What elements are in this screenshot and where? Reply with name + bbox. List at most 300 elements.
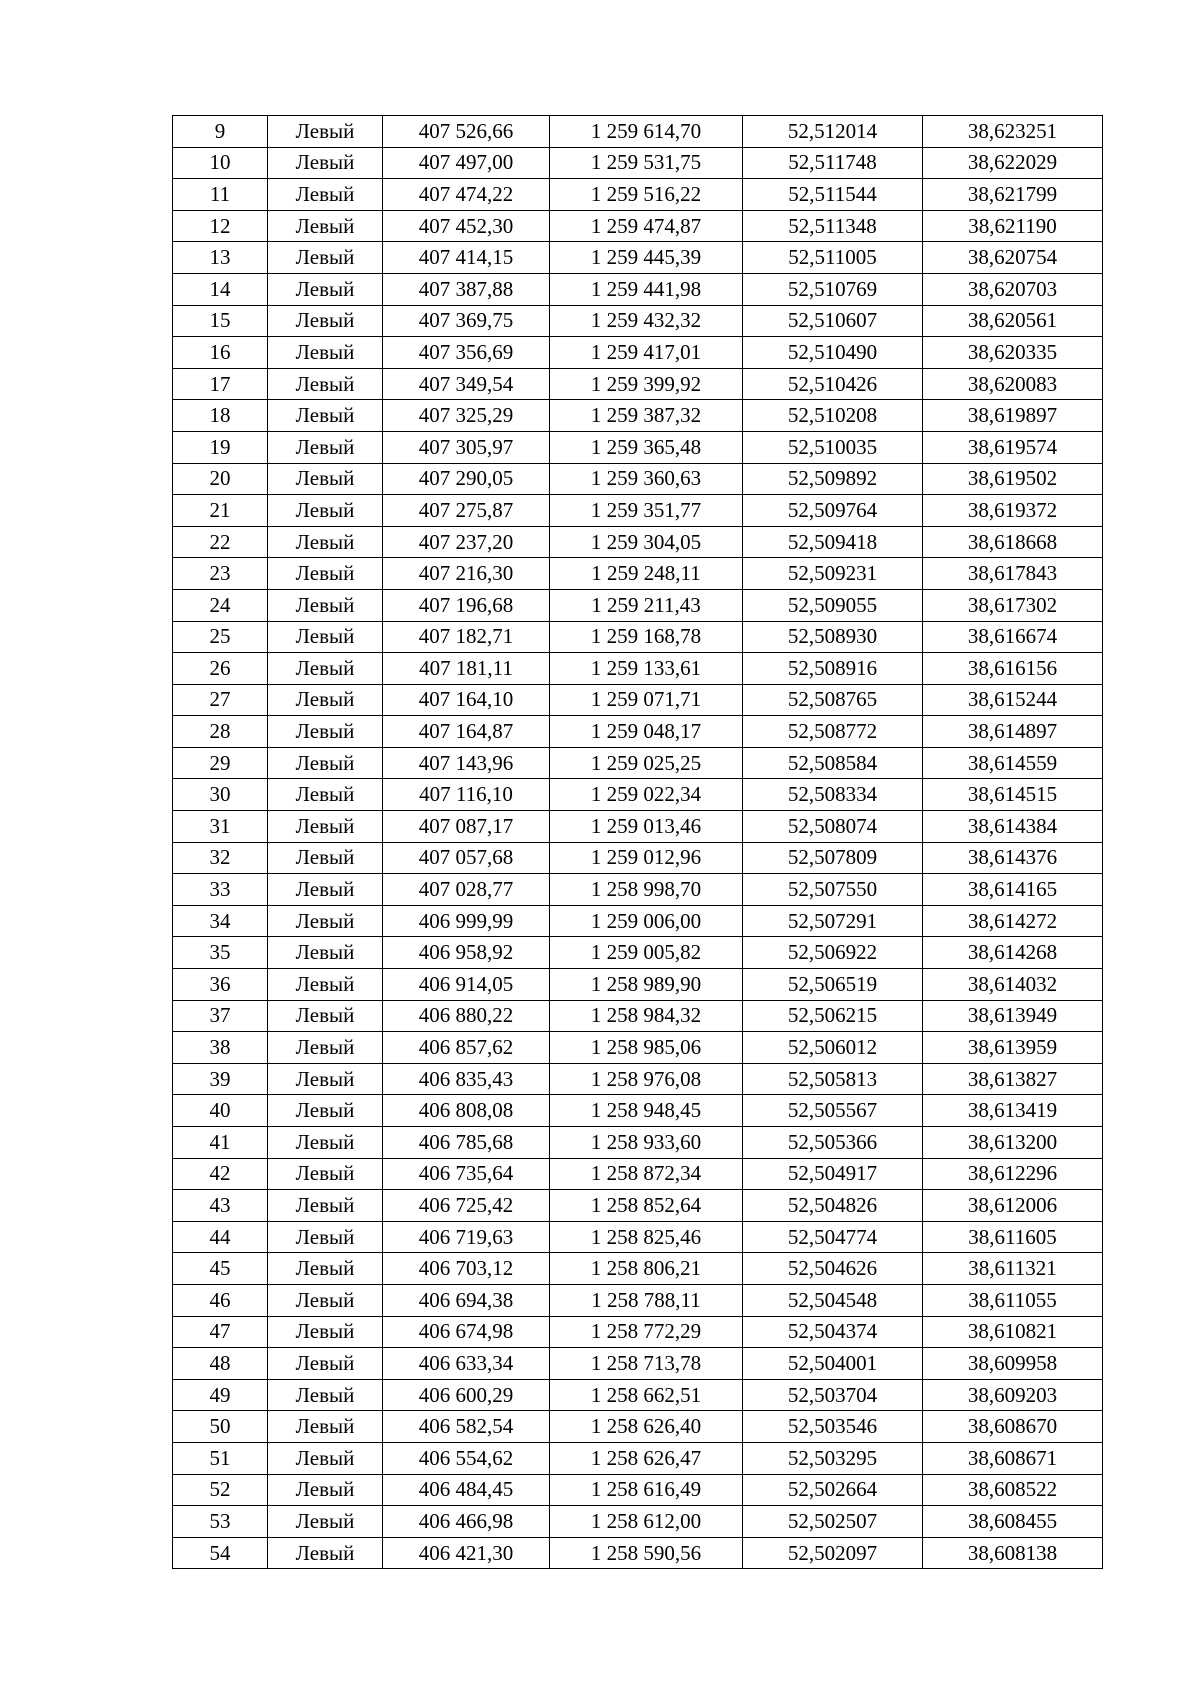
side-cell: Левый [268, 242, 383, 274]
latitude-cell: 52,502097 [743, 1537, 923, 1569]
table-row [173, 1474, 1103, 1506]
longitude-cell: 38,621190 [923, 210, 1103, 242]
table-row [173, 431, 1103, 463]
latitude-cell: 52,509418 [743, 526, 923, 558]
table-row [173, 526, 1103, 558]
table-row [173, 1411, 1103, 1443]
y-coordinate-cell: 1 258 662,51 [550, 1379, 743, 1411]
table-row [173, 811, 1103, 843]
point-number-cell: 23 [173, 558, 268, 590]
y-coordinate-cell: 1 259 417,01 [550, 337, 743, 369]
y-coordinate-cell: 1 258 985,06 [550, 1032, 743, 1064]
table-row [173, 1095, 1103, 1127]
y-coordinate-cell: 1 258 616,49 [550, 1474, 743, 1506]
x-coordinate-cell: 407 356,69 [383, 337, 550, 369]
point-number-cell: 43 [173, 1190, 268, 1222]
longitude-cell: 38,614384 [923, 811, 1103, 843]
side-cell: Левый [268, 621, 383, 653]
table-row [173, 1506, 1103, 1538]
latitude-cell: 52,511005 [743, 242, 923, 274]
side-cell: Левый [268, 684, 383, 716]
x-coordinate-cell: 407 164,10 [383, 684, 550, 716]
x-coordinate-cell: 407 387,88 [383, 273, 550, 305]
table-row [173, 1537, 1103, 1569]
x-coordinate-cell: 407 349,54 [383, 368, 550, 400]
x-coordinate-cell: 407 087,17 [383, 811, 550, 843]
point-number-cell: 25 [173, 621, 268, 653]
y-coordinate-cell: 1 259 005,82 [550, 937, 743, 969]
side-cell: Левый [268, 905, 383, 937]
table-row [173, 937, 1103, 969]
side-cell: Левый [268, 1316, 383, 1348]
longitude-cell: 38,613827 [923, 1063, 1103, 1095]
y-coordinate-cell: 1 259 360,63 [550, 463, 743, 495]
table-row [173, 305, 1103, 337]
side-cell: Левый [268, 969, 383, 1001]
latitude-cell: 52,508772 [743, 716, 923, 748]
x-coordinate-cell: 406 808,08 [383, 1095, 550, 1127]
table-row [173, 1316, 1103, 1348]
latitude-cell: 52,504001 [743, 1348, 923, 1380]
point-number-cell: 16 [173, 337, 268, 369]
x-coordinate-cell: 407 196,68 [383, 589, 550, 621]
point-number-cell: 31 [173, 811, 268, 843]
longitude-cell: 38,611321 [923, 1253, 1103, 1285]
x-coordinate-cell: 406 484,45 [383, 1474, 550, 1506]
y-coordinate-cell: 1 258 933,60 [550, 1127, 743, 1159]
longitude-cell: 38,619574 [923, 431, 1103, 463]
side-cell: Левый [268, 1158, 383, 1190]
longitude-cell: 38,612006 [923, 1190, 1103, 1222]
y-coordinate-cell: 1 258 788,11 [550, 1284, 743, 1316]
point-number-cell: 24 [173, 589, 268, 621]
table-row [173, 1127, 1103, 1159]
longitude-cell: 38,623251 [923, 116, 1103, 148]
coordinates-table [172, 115, 1103, 1569]
latitude-cell: 52,504626 [743, 1253, 923, 1285]
table-row [173, 1000, 1103, 1032]
y-coordinate-cell: 1 258 713,78 [550, 1348, 743, 1380]
side-cell: Левый [268, 1190, 383, 1222]
point-number-cell: 22 [173, 526, 268, 558]
y-coordinate-cell: 1 258 852,64 [550, 1190, 743, 1222]
y-coordinate-cell: 1 259 022,34 [550, 779, 743, 811]
x-coordinate-cell: 407 116,10 [383, 779, 550, 811]
x-coordinate-cell: 406 999,99 [383, 905, 550, 937]
table-row [173, 874, 1103, 906]
side-cell: Левый [268, 874, 383, 906]
side-cell: Левый [268, 716, 383, 748]
y-coordinate-cell: 1 259 365,48 [550, 431, 743, 463]
side-cell: Левый [268, 1348, 383, 1380]
latitude-cell: 52,508334 [743, 779, 923, 811]
table-row [173, 969, 1103, 1001]
longitude-cell: 38,608670 [923, 1411, 1103, 1443]
point-number-cell: 46 [173, 1284, 268, 1316]
point-number-cell: 30 [173, 779, 268, 811]
x-coordinate-cell: 407 182,71 [383, 621, 550, 653]
y-coordinate-cell: 1 259 006,00 [550, 905, 743, 937]
side-cell: Левый [268, 526, 383, 558]
longitude-cell: 38,620703 [923, 273, 1103, 305]
table-row [173, 589, 1103, 621]
point-number-cell: 27 [173, 684, 268, 716]
coordinates-table-body [173, 116, 1103, 1569]
x-coordinate-cell: 406 703,12 [383, 1253, 550, 1285]
point-number-cell: 12 [173, 210, 268, 242]
latitude-cell: 52,508584 [743, 747, 923, 779]
point-number-cell: 13 [173, 242, 268, 274]
latitude-cell: 52,511748 [743, 147, 923, 179]
side-cell: Левый [268, 558, 383, 590]
longitude-cell: 38,613419 [923, 1095, 1103, 1127]
longitude-cell: 38,619502 [923, 463, 1103, 495]
table-row [173, 842, 1103, 874]
y-coordinate-cell: 1 258 626,40 [550, 1411, 743, 1443]
table-row [173, 716, 1103, 748]
y-coordinate-cell: 1 259 248,11 [550, 558, 743, 590]
x-coordinate-cell: 407 275,87 [383, 495, 550, 527]
table-row [173, 337, 1103, 369]
x-coordinate-cell: 407 452,30 [383, 210, 550, 242]
y-coordinate-cell: 1 258 976,08 [550, 1063, 743, 1095]
x-coordinate-cell: 407 497,00 [383, 147, 550, 179]
point-number-cell: 52 [173, 1474, 268, 1506]
side-cell: Левый [268, 210, 383, 242]
table-row [173, 905, 1103, 937]
table-row [173, 1253, 1103, 1285]
point-number-cell: 29 [173, 747, 268, 779]
y-coordinate-cell: 1 258 989,90 [550, 969, 743, 1001]
y-coordinate-cell: 1 259 025,25 [550, 747, 743, 779]
latitude-cell: 52,503704 [743, 1379, 923, 1411]
table-row [173, 1158, 1103, 1190]
point-number-cell: 32 [173, 842, 268, 874]
latitude-cell: 52,507291 [743, 905, 923, 937]
table-row [173, 1442, 1103, 1474]
side-cell: Левый [268, 305, 383, 337]
side-cell: Левый [268, 811, 383, 843]
x-coordinate-cell: 407 164,87 [383, 716, 550, 748]
x-coordinate-cell: 406 554,62 [383, 1442, 550, 1474]
latitude-cell: 52,510035 [743, 431, 923, 463]
x-coordinate-cell: 406 785,68 [383, 1127, 550, 1159]
side-cell: Левый [268, 337, 383, 369]
table-row [173, 1221, 1103, 1253]
latitude-cell: 52,510426 [743, 368, 923, 400]
latitude-cell: 52,506519 [743, 969, 923, 1001]
x-coordinate-cell: 406 421,30 [383, 1537, 550, 1569]
point-number-cell: 14 [173, 273, 268, 305]
latitude-cell: 52,507809 [743, 842, 923, 874]
table-row [173, 1348, 1103, 1380]
y-coordinate-cell: 1 259 013,46 [550, 811, 743, 843]
longitude-cell: 38,617843 [923, 558, 1103, 590]
y-coordinate-cell: 1 258 626,47 [550, 1442, 743, 1474]
table-row [173, 558, 1103, 590]
x-coordinate-cell: 407 369,75 [383, 305, 550, 337]
x-coordinate-cell: 406 466,98 [383, 1506, 550, 1538]
table-row [173, 116, 1103, 148]
point-number-cell: 35 [173, 937, 268, 969]
y-coordinate-cell: 1 258 872,34 [550, 1158, 743, 1190]
point-number-cell: 42 [173, 1158, 268, 1190]
latitude-cell: 52,504826 [743, 1190, 923, 1222]
point-number-cell: 45 [173, 1253, 268, 1285]
longitude-cell: 38,615244 [923, 684, 1103, 716]
longitude-cell: 38,609958 [923, 1348, 1103, 1380]
y-coordinate-cell: 1 258 590,56 [550, 1537, 743, 1569]
side-cell: Левый [268, 368, 383, 400]
y-coordinate-cell: 1 259 432,32 [550, 305, 743, 337]
side-cell: Левый [268, 589, 383, 621]
side-cell: Левый [268, 1032, 383, 1064]
table-row [173, 684, 1103, 716]
table-row [173, 400, 1103, 432]
latitude-cell: 52,508916 [743, 653, 923, 685]
side-cell: Левый [268, 1411, 383, 1443]
latitude-cell: 52,509055 [743, 589, 923, 621]
table-row [173, 779, 1103, 811]
y-coordinate-cell: 1 258 998,70 [550, 874, 743, 906]
side-cell: Левый [268, 431, 383, 463]
x-coordinate-cell: 407 474,22 [383, 179, 550, 211]
longitude-cell: 38,614272 [923, 905, 1103, 937]
y-coordinate-cell: 1 258 825,46 [550, 1221, 743, 1253]
latitude-cell: 52,510208 [743, 400, 923, 432]
longitude-cell: 38,614515 [923, 779, 1103, 811]
side-cell: Левый [268, 1221, 383, 1253]
y-coordinate-cell: 1 259 474,87 [550, 210, 743, 242]
side-cell: Левый [268, 779, 383, 811]
latitude-cell: 52,510490 [743, 337, 923, 369]
latitude-cell: 52,509231 [743, 558, 923, 590]
longitude-cell: 38,612296 [923, 1158, 1103, 1190]
table-row [173, 463, 1103, 495]
y-coordinate-cell: 1 259 304,05 [550, 526, 743, 558]
longitude-cell: 38,622029 [923, 147, 1103, 179]
side-cell: Левый [268, 1284, 383, 1316]
latitude-cell: 52,510769 [743, 273, 923, 305]
table-row [173, 273, 1103, 305]
longitude-cell: 38,620561 [923, 305, 1103, 337]
point-number-cell: 9 [173, 116, 268, 148]
latitude-cell: 52,504774 [743, 1221, 923, 1253]
latitude-cell: 52,505813 [743, 1063, 923, 1095]
table-row [173, 147, 1103, 179]
longitude-cell: 38,613959 [923, 1032, 1103, 1064]
side-cell: Левый [268, 147, 383, 179]
longitude-cell: 38,616674 [923, 621, 1103, 653]
point-number-cell: 26 [173, 653, 268, 685]
point-number-cell: 36 [173, 969, 268, 1001]
side-cell: Левый [268, 1127, 383, 1159]
point-number-cell: 49 [173, 1379, 268, 1411]
point-number-cell: 48 [173, 1348, 268, 1380]
longitude-cell: 38,608455 [923, 1506, 1103, 1538]
point-number-cell: 15 [173, 305, 268, 337]
latitude-cell: 52,504548 [743, 1284, 923, 1316]
longitude-cell: 38,608671 [923, 1442, 1103, 1474]
longitude-cell: 38,619897 [923, 400, 1103, 432]
x-coordinate-cell: 407 057,68 [383, 842, 550, 874]
latitude-cell: 52,508930 [743, 621, 923, 653]
latitude-cell: 52,510607 [743, 305, 923, 337]
y-coordinate-cell: 1 258 984,32 [550, 1000, 743, 1032]
point-number-cell: 10 [173, 147, 268, 179]
latitude-cell: 52,504374 [743, 1316, 923, 1348]
x-coordinate-cell: 406 725,42 [383, 1190, 550, 1222]
latitude-cell: 52,506922 [743, 937, 923, 969]
point-number-cell: 44 [173, 1221, 268, 1253]
latitude-cell: 52,505366 [743, 1127, 923, 1159]
table-row [173, 621, 1103, 653]
point-number-cell: 34 [173, 905, 268, 937]
side-cell: Левый [268, 495, 383, 527]
x-coordinate-cell: 406 719,63 [383, 1221, 550, 1253]
x-coordinate-cell: 407 305,97 [383, 431, 550, 463]
x-coordinate-cell: 407 181,11 [383, 653, 550, 685]
x-coordinate-cell: 406 694,38 [383, 1284, 550, 1316]
latitude-cell: 52,507550 [743, 874, 923, 906]
side-cell: Левый [268, 1000, 383, 1032]
y-coordinate-cell: 1 259 531,75 [550, 147, 743, 179]
y-coordinate-cell: 1 259 211,43 [550, 589, 743, 621]
point-number-cell: 47 [173, 1316, 268, 1348]
table-row [173, 495, 1103, 527]
longitude-cell: 38,611055 [923, 1284, 1103, 1316]
point-number-cell: 28 [173, 716, 268, 748]
x-coordinate-cell: 407 290,05 [383, 463, 550, 495]
point-number-cell: 38 [173, 1032, 268, 1064]
point-number-cell: 11 [173, 179, 268, 211]
table-row [173, 1063, 1103, 1095]
side-cell: Левый [268, 1253, 383, 1285]
y-coordinate-cell: 1 258 948,45 [550, 1095, 743, 1127]
point-number-cell: 50 [173, 1411, 268, 1443]
longitude-cell: 38,618668 [923, 526, 1103, 558]
x-coordinate-cell: 406 958,92 [383, 937, 550, 969]
longitude-cell: 38,614165 [923, 874, 1103, 906]
side-cell: Левый [268, 273, 383, 305]
y-coordinate-cell: 1 259 516,22 [550, 179, 743, 211]
latitude-cell: 52,511544 [743, 179, 923, 211]
y-coordinate-cell: 1 259 445,39 [550, 242, 743, 274]
latitude-cell: 52,509892 [743, 463, 923, 495]
y-coordinate-cell: 1 259 133,61 [550, 653, 743, 685]
longitude-cell: 38,614032 [923, 969, 1103, 1001]
point-number-cell: 40 [173, 1095, 268, 1127]
x-coordinate-cell: 407 237,20 [383, 526, 550, 558]
side-cell: Левый [268, 179, 383, 211]
table-row [173, 1190, 1103, 1222]
longitude-cell: 38,614376 [923, 842, 1103, 874]
latitude-cell: 52,504917 [743, 1158, 923, 1190]
longitude-cell: 38,608138 [923, 1537, 1103, 1569]
longitude-cell: 38,614897 [923, 716, 1103, 748]
table-row [173, 1379, 1103, 1411]
side-cell: Левый [268, 116, 383, 148]
latitude-cell: 52,512014 [743, 116, 923, 148]
longitude-cell: 38,611605 [923, 1221, 1103, 1253]
x-coordinate-cell: 406 880,22 [383, 1000, 550, 1032]
side-cell: Левый [268, 1379, 383, 1411]
latitude-cell: 52,508074 [743, 811, 923, 843]
point-number-cell: 33 [173, 874, 268, 906]
point-number-cell: 18 [173, 400, 268, 432]
longitude-cell: 38,608522 [923, 1474, 1103, 1506]
latitude-cell: 52,502664 [743, 1474, 923, 1506]
x-coordinate-cell: 406 914,05 [383, 969, 550, 1001]
latitude-cell: 52,502507 [743, 1506, 923, 1538]
point-number-cell: 54 [173, 1537, 268, 1569]
table-row [173, 1284, 1103, 1316]
latitude-cell: 52,503295 [743, 1442, 923, 1474]
x-coordinate-cell: 407 028,77 [383, 874, 550, 906]
side-cell: Левый [268, 400, 383, 432]
y-coordinate-cell: 1 259 387,32 [550, 400, 743, 432]
table-row [173, 368, 1103, 400]
point-number-cell: 17 [173, 368, 268, 400]
latitude-cell: 52,511348 [743, 210, 923, 242]
y-coordinate-cell: 1 258 806,21 [550, 1253, 743, 1285]
x-coordinate-cell: 406 674,98 [383, 1316, 550, 1348]
table-row [173, 747, 1103, 779]
x-coordinate-cell: 407 414,15 [383, 242, 550, 274]
side-cell: Левый [268, 842, 383, 874]
longitude-cell: 38,609203 [923, 1379, 1103, 1411]
x-coordinate-cell: 406 582,54 [383, 1411, 550, 1443]
y-coordinate-cell: 1 259 071,71 [550, 684, 743, 716]
table-row [173, 242, 1103, 274]
table-row [173, 179, 1103, 211]
longitude-cell: 38,620083 [923, 368, 1103, 400]
side-cell: Левый [268, 1063, 383, 1095]
x-coordinate-cell: 407 216,30 [383, 558, 550, 590]
y-coordinate-cell: 1 259 012,96 [550, 842, 743, 874]
point-number-cell: 39 [173, 1063, 268, 1095]
longitude-cell: 38,610821 [923, 1316, 1103, 1348]
y-coordinate-cell: 1 259 048,17 [550, 716, 743, 748]
point-number-cell: 19 [173, 431, 268, 463]
x-coordinate-cell: 406 735,64 [383, 1158, 550, 1190]
x-coordinate-cell: 406 835,43 [383, 1063, 550, 1095]
table-row [173, 1032, 1103, 1064]
longitude-cell: 38,614268 [923, 937, 1103, 969]
latitude-cell: 52,508765 [743, 684, 923, 716]
side-cell: Левый [268, 1537, 383, 1569]
y-coordinate-cell: 1 259 614,70 [550, 116, 743, 148]
y-coordinate-cell: 1 259 351,77 [550, 495, 743, 527]
point-number-cell: 53 [173, 1506, 268, 1538]
side-cell: Левый [268, 747, 383, 779]
side-cell: Левый [268, 1095, 383, 1127]
x-coordinate-cell: 407 143,96 [383, 747, 550, 779]
point-number-cell: 51 [173, 1442, 268, 1474]
longitude-cell: 38,621799 [923, 179, 1103, 211]
y-coordinate-cell: 1 259 399,92 [550, 368, 743, 400]
y-coordinate-cell: 1 259 441,98 [550, 273, 743, 305]
longitude-cell: 38,616156 [923, 653, 1103, 685]
latitude-cell: 52,506215 [743, 1000, 923, 1032]
x-coordinate-cell: 406 857,62 [383, 1032, 550, 1064]
side-cell: Левый [268, 1506, 383, 1538]
latitude-cell: 52,503546 [743, 1411, 923, 1443]
x-coordinate-cell: 406 600,29 [383, 1379, 550, 1411]
longitude-cell: 38,614559 [923, 747, 1103, 779]
side-cell: Левый [268, 1442, 383, 1474]
point-number-cell: 37 [173, 1000, 268, 1032]
